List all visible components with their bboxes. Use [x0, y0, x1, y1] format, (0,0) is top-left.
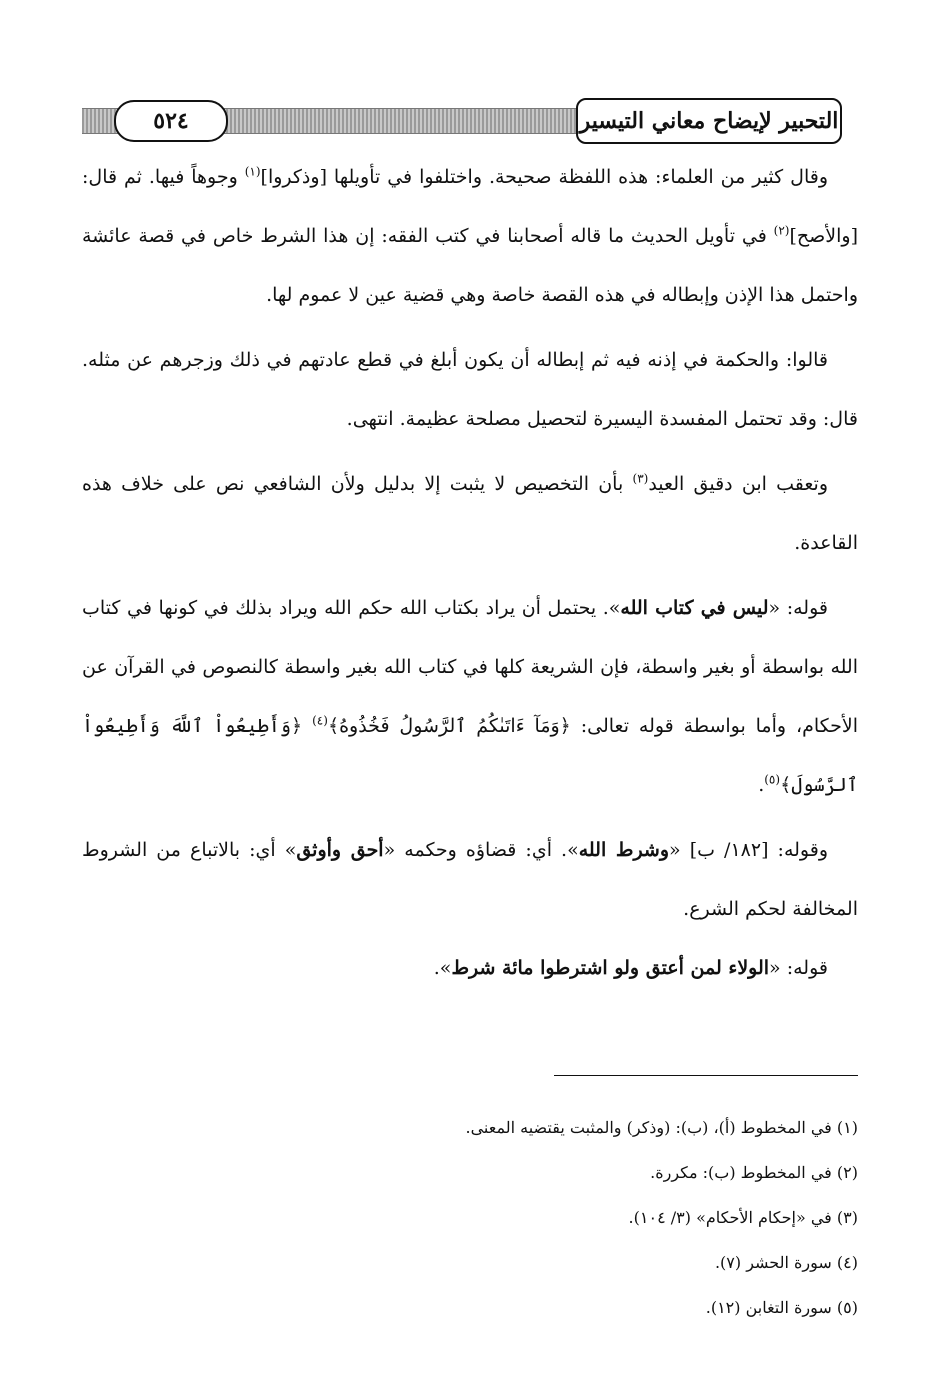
- paragraph-1: وقال كثير من العلماء: هذه اللفظة صحيحة. واختلفوا في تأويلها [وذكروا]$^{(١)}$ وجوهاً فيها. ثم قال: [والأصح]$^{(٢)}$ في تأويل الحديث ما قاله أصحابنا في كتب الفقه: إن هذا الشرط خاص في قصة عائشة واحتمل هذا الإذن وإبطاله في هذه القصة خاصة وهي قضية عين لا عموم لها.: [82, 164, 858, 306]
- footnote-3: (٣) في «إحكام الأحكام» (٣/ ١٠٤).: [628, 1208, 858, 1227]
- footnote-ref-3: (٣): [632, 471, 649, 486]
- paragraph-6: قوله: «الولاء لمن أعتق ولو اشترطوا مائة شرط».: [433, 957, 828, 979]
- paragraph-5: وقوله: [١٨٢/ ب] «وشرط الله». أي: قضاؤه وحكمه «أحق وأوثق» أي: بالاتباع من الشروط المخالفة لحكم الشرع.: [82, 839, 858, 920]
- footnote-4: (٤) سورة الحشر (٧).: [714, 1253, 858, 1272]
- footnote-ref-5: (٥): [764, 772, 781, 787]
- hadith-quote: أحق وأوثق: [296, 839, 384, 861]
- main-text: [82, 148, 858, 998]
- book-title: التحبير لإيضاح معاني التيسير: [576, 98, 842, 144]
- page-number: ٥٢٤: [114, 100, 228, 142]
- hadith-quote: الولاء لمن أعتق ولو اشترطوا مائة شرط: [451, 957, 770, 979]
- paragraph-4: قوله: «ليس في كتاب الله». يحتمل أن يراد بكتاب الله حكم الله ويراد بذلك في كونها في كتاب الله بواسطة أو بغير واسطة، فإن الشريعة كلها في كتاب الله بغير واسطة كالنصوص في القرآن عن الأحكام، وأما بواسطة قوله تعالى: ﴿وَمَآ ءَاتَىٰكُمُ ٱلرَّسُولُ فَخُذُوهُ﴾$^{(٤)}$ ﴿وَأَطِيعُواْ ٱللَّهَ وَأَطِيعُواْ ٱلرَّسُولَ﴾$^{(٥)}$.: [82, 597, 859, 796]
- paragraph-2: قالوا: والحكمة في إذنه فيه ثم إبطاله أن يكون أبلغ في قطع عادتهم في ذلك وزجرهم عن مثله. قال: وقد تحتمل المفسدة اليسيرة لتحصيل مصلحة عظيمة. انتهى.: [82, 349, 858, 430]
- footnote-divider: [554, 1075, 858, 1076]
- footnote-ref-4: (٤): [312, 713, 328, 728]
- hadith-quote: وشرط الله: [578, 839, 670, 861]
- footnote-ref-2: (٢): [773, 223, 790, 238]
- hadith-quote: ليس في كتاب الله: [620, 597, 769, 619]
- footnotes: [82, 1105, 858, 1330]
- running-header: [82, 98, 842, 144]
- footnote-5: (٥) سورة التغابن (١٢).: [705, 1298, 858, 1317]
- footnote-2: (٢) في المخطوط (ب): مكررة.: [650, 1163, 858, 1182]
- footnote-ref-1: (١): [244, 164, 261, 179]
- footnote-1: (١) في المخطوط (أ)، (ب): (وذكر) والمثبت يقتضيه المعنى.: [465, 1118, 858, 1137]
- paragraph-3: وتعقب ابن دقيق العيد$^{(٣)}$ بأن التخصيص لا يثبت إلا بدليل ولأن الشافعي نص على خلاف هذه القاعدة.: [82, 471, 858, 554]
